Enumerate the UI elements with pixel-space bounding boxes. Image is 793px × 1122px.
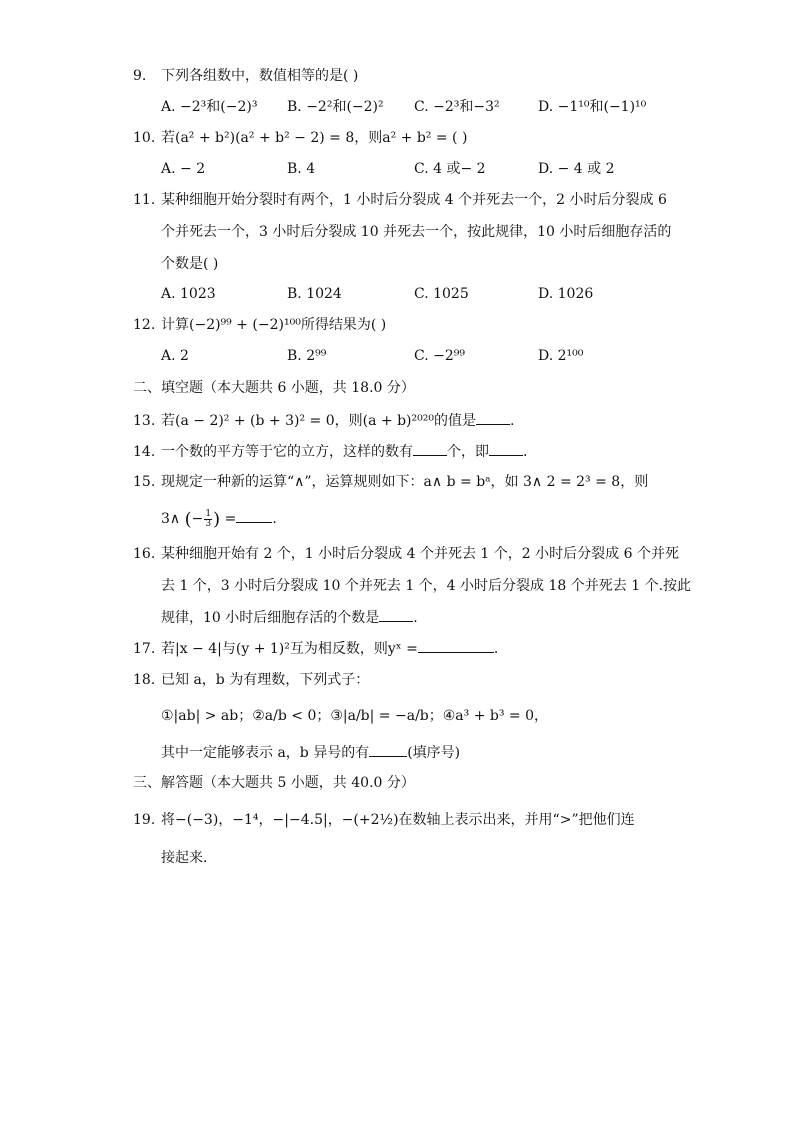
question-16-line-3: 规律，10 小时后细胞存活的个数是 . bbox=[161, 607, 418, 628]
question-number: 12. bbox=[133, 317, 156, 333]
question-text-line-1: 现规定一种新的运算“∧”，运算规则如下：a∧ b = bᵃ，如 3∧ 2 = 2³ = 8，则 bbox=[161, 474, 649, 490]
answer-blank[interactable] bbox=[418, 638, 494, 653]
question-number: 18. bbox=[133, 672, 156, 688]
option-b: B. 1024 bbox=[287, 286, 342, 302]
question-number: 13. bbox=[133, 413, 156, 429]
option-a: A. 1023 bbox=[161, 286, 216, 302]
question-text: 下列各组数中，数值相等的是( ) bbox=[161, 68, 359, 84]
section-heading-fill-in: 二、填空题（本大题共 6 小题，共 18.0 分） bbox=[133, 380, 415, 396]
option-a: A. − 2 bbox=[161, 161, 206, 177]
answer-blank[interactable] bbox=[236, 508, 272, 523]
option-c: C. −2³和−3² bbox=[414, 99, 500, 115]
question-text-line-3: 规律，10 小时后细胞存活的个数是 bbox=[161, 610, 380, 626]
section-heading-answer: 三、解答题（本大题共 5 小题，共 40.0 分） bbox=[133, 775, 415, 791]
question-15 bbox=[133, 472, 648, 492]
option-b: B. −2²和(−2)² bbox=[287, 99, 384, 115]
question-13: 13. 若(a − 2)² + (b + 3)² = 0，则(a + b)²⁰²⁰的值是 . bbox=[133, 410, 514, 431]
option-b: B. 4 bbox=[287, 161, 316, 177]
question-number: 9. bbox=[133, 68, 147, 84]
option-c: C. −2⁹⁹ bbox=[414, 348, 465, 364]
question-text-suffix: (填序号) bbox=[407, 745, 461, 761]
option-a: A. −2³和(−2)³ bbox=[161, 99, 258, 115]
option-c: C. 1025 bbox=[414, 286, 469, 302]
question-text: 若(a − 2)² + (b + 3)² = 0，则(a + b)²⁰²⁰的值是 bbox=[161, 413, 476, 429]
question-number: 11. bbox=[133, 192, 156, 208]
question-12 bbox=[133, 315, 386, 335]
question-19-line-2: 接起来. bbox=[161, 850, 208, 866]
question-number: 19. bbox=[133, 812, 156, 828]
question-15-line-2: 3∧ (− $\frac{1}{3}$ ) = . bbox=[161, 508, 277, 530]
question-text: 若(a² + b²)(a² + b² − 2) = 8，则a² + b² = ( ) bbox=[161, 130, 468, 146]
question-text-line-1: 某种细胞开始有 2 个，1 小时后分裂成 4 个并死去 1 个，2 小时后分裂成 6 个并死 bbox=[161, 546, 679, 562]
answer-blank[interactable] bbox=[369, 742, 407, 757]
option-b: B. 2⁹⁹ bbox=[287, 348, 327, 364]
option-d: D. − 4 或 2 bbox=[538, 161, 615, 177]
question-number: 16. bbox=[133, 546, 156, 562]
question-17: 17. 若|x − 4|与(y + 1)²互为相反数，则yˣ = . bbox=[133, 638, 498, 659]
question-text-line-3: 其中一定能够表示 a，b 异号的有 bbox=[161, 745, 370, 761]
question-16 bbox=[133, 544, 679, 564]
option-d: D. −1¹⁰和(−1)¹⁰ bbox=[538, 99, 647, 115]
question-19 bbox=[133, 810, 635, 830]
answer-blank[interactable] bbox=[476, 410, 510, 425]
answer-blank-2[interactable] bbox=[489, 441, 523, 456]
question-number: 17. bbox=[133, 641, 156, 657]
fraction: $\frac{1}{3}$ bbox=[205, 508, 212, 529]
question-10 bbox=[133, 128, 467, 148]
question-18 bbox=[133, 670, 369, 690]
question-11-line-2: 个并死去一个，3 小时后分裂成 10 并死去一个，按此规律，10 小时后细胞存活的 bbox=[161, 224, 672, 240]
option-c: C. 4 或− 2 bbox=[414, 161, 486, 177]
option-a: A. 2 bbox=[161, 348, 189, 364]
question-text-a: 一个数的平方等于它的立方，这样的数有 bbox=[161, 444, 413, 460]
operation-expression: 3∧ bbox=[161, 511, 181, 527]
answer-blank-1[interactable] bbox=[413, 441, 447, 456]
question-text-line-1: 将−(−3)，−1⁴，−|−4.5|，−(+2½)在数轴上表示出来，并用“>”把他们连 bbox=[161, 812, 635, 828]
question-16-line-2: 去 1 个，3 小时后分裂成 10 个并死去 1 个，4 小时后分裂成 18 个并死去 1 个.按此 bbox=[161, 578, 692, 594]
question-9 bbox=[133, 66, 358, 86]
question-11 bbox=[133, 190, 667, 210]
question-text: 若|x − 4|与(y + 1)²互为相反数，则yˣ = bbox=[161, 641, 418, 657]
question-18-line-3 bbox=[161, 742, 460, 763]
question-18-expressions: ①|ab| > ab；②a/b < 0；③|a/b| = −a/b；④a³ + b³ = 0， bbox=[161, 708, 548, 724]
question-number: 10. bbox=[133, 130, 156, 146]
question-14: 14. 一个数的平方等于它的立方，这样的数有 个，即 . bbox=[133, 441, 527, 462]
option-d: D. 1026 bbox=[538, 286, 594, 302]
question-text-line-1: 某种细胞开始分裂时有两个，1 小时后分裂成 4 个并死去一个，2 小时后分裂成 6 bbox=[161, 192, 667, 208]
question-11-line-3: 个数是( ) bbox=[161, 256, 219, 272]
question-number: 15. bbox=[133, 474, 156, 490]
question-number: 14. bbox=[133, 444, 156, 460]
question-text: 计算(−2)⁹⁹ + (−2)¹⁰⁰所得结果为( ) bbox=[161, 317, 387, 333]
question-text-line-1: 已知 a，b 为有理数，下列式子： bbox=[161, 672, 370, 688]
option-d: D. 2¹⁰⁰ bbox=[538, 348, 584, 364]
question-text-b: 个，即 bbox=[447, 444, 489, 460]
answer-blank[interactable] bbox=[379, 607, 413, 622]
